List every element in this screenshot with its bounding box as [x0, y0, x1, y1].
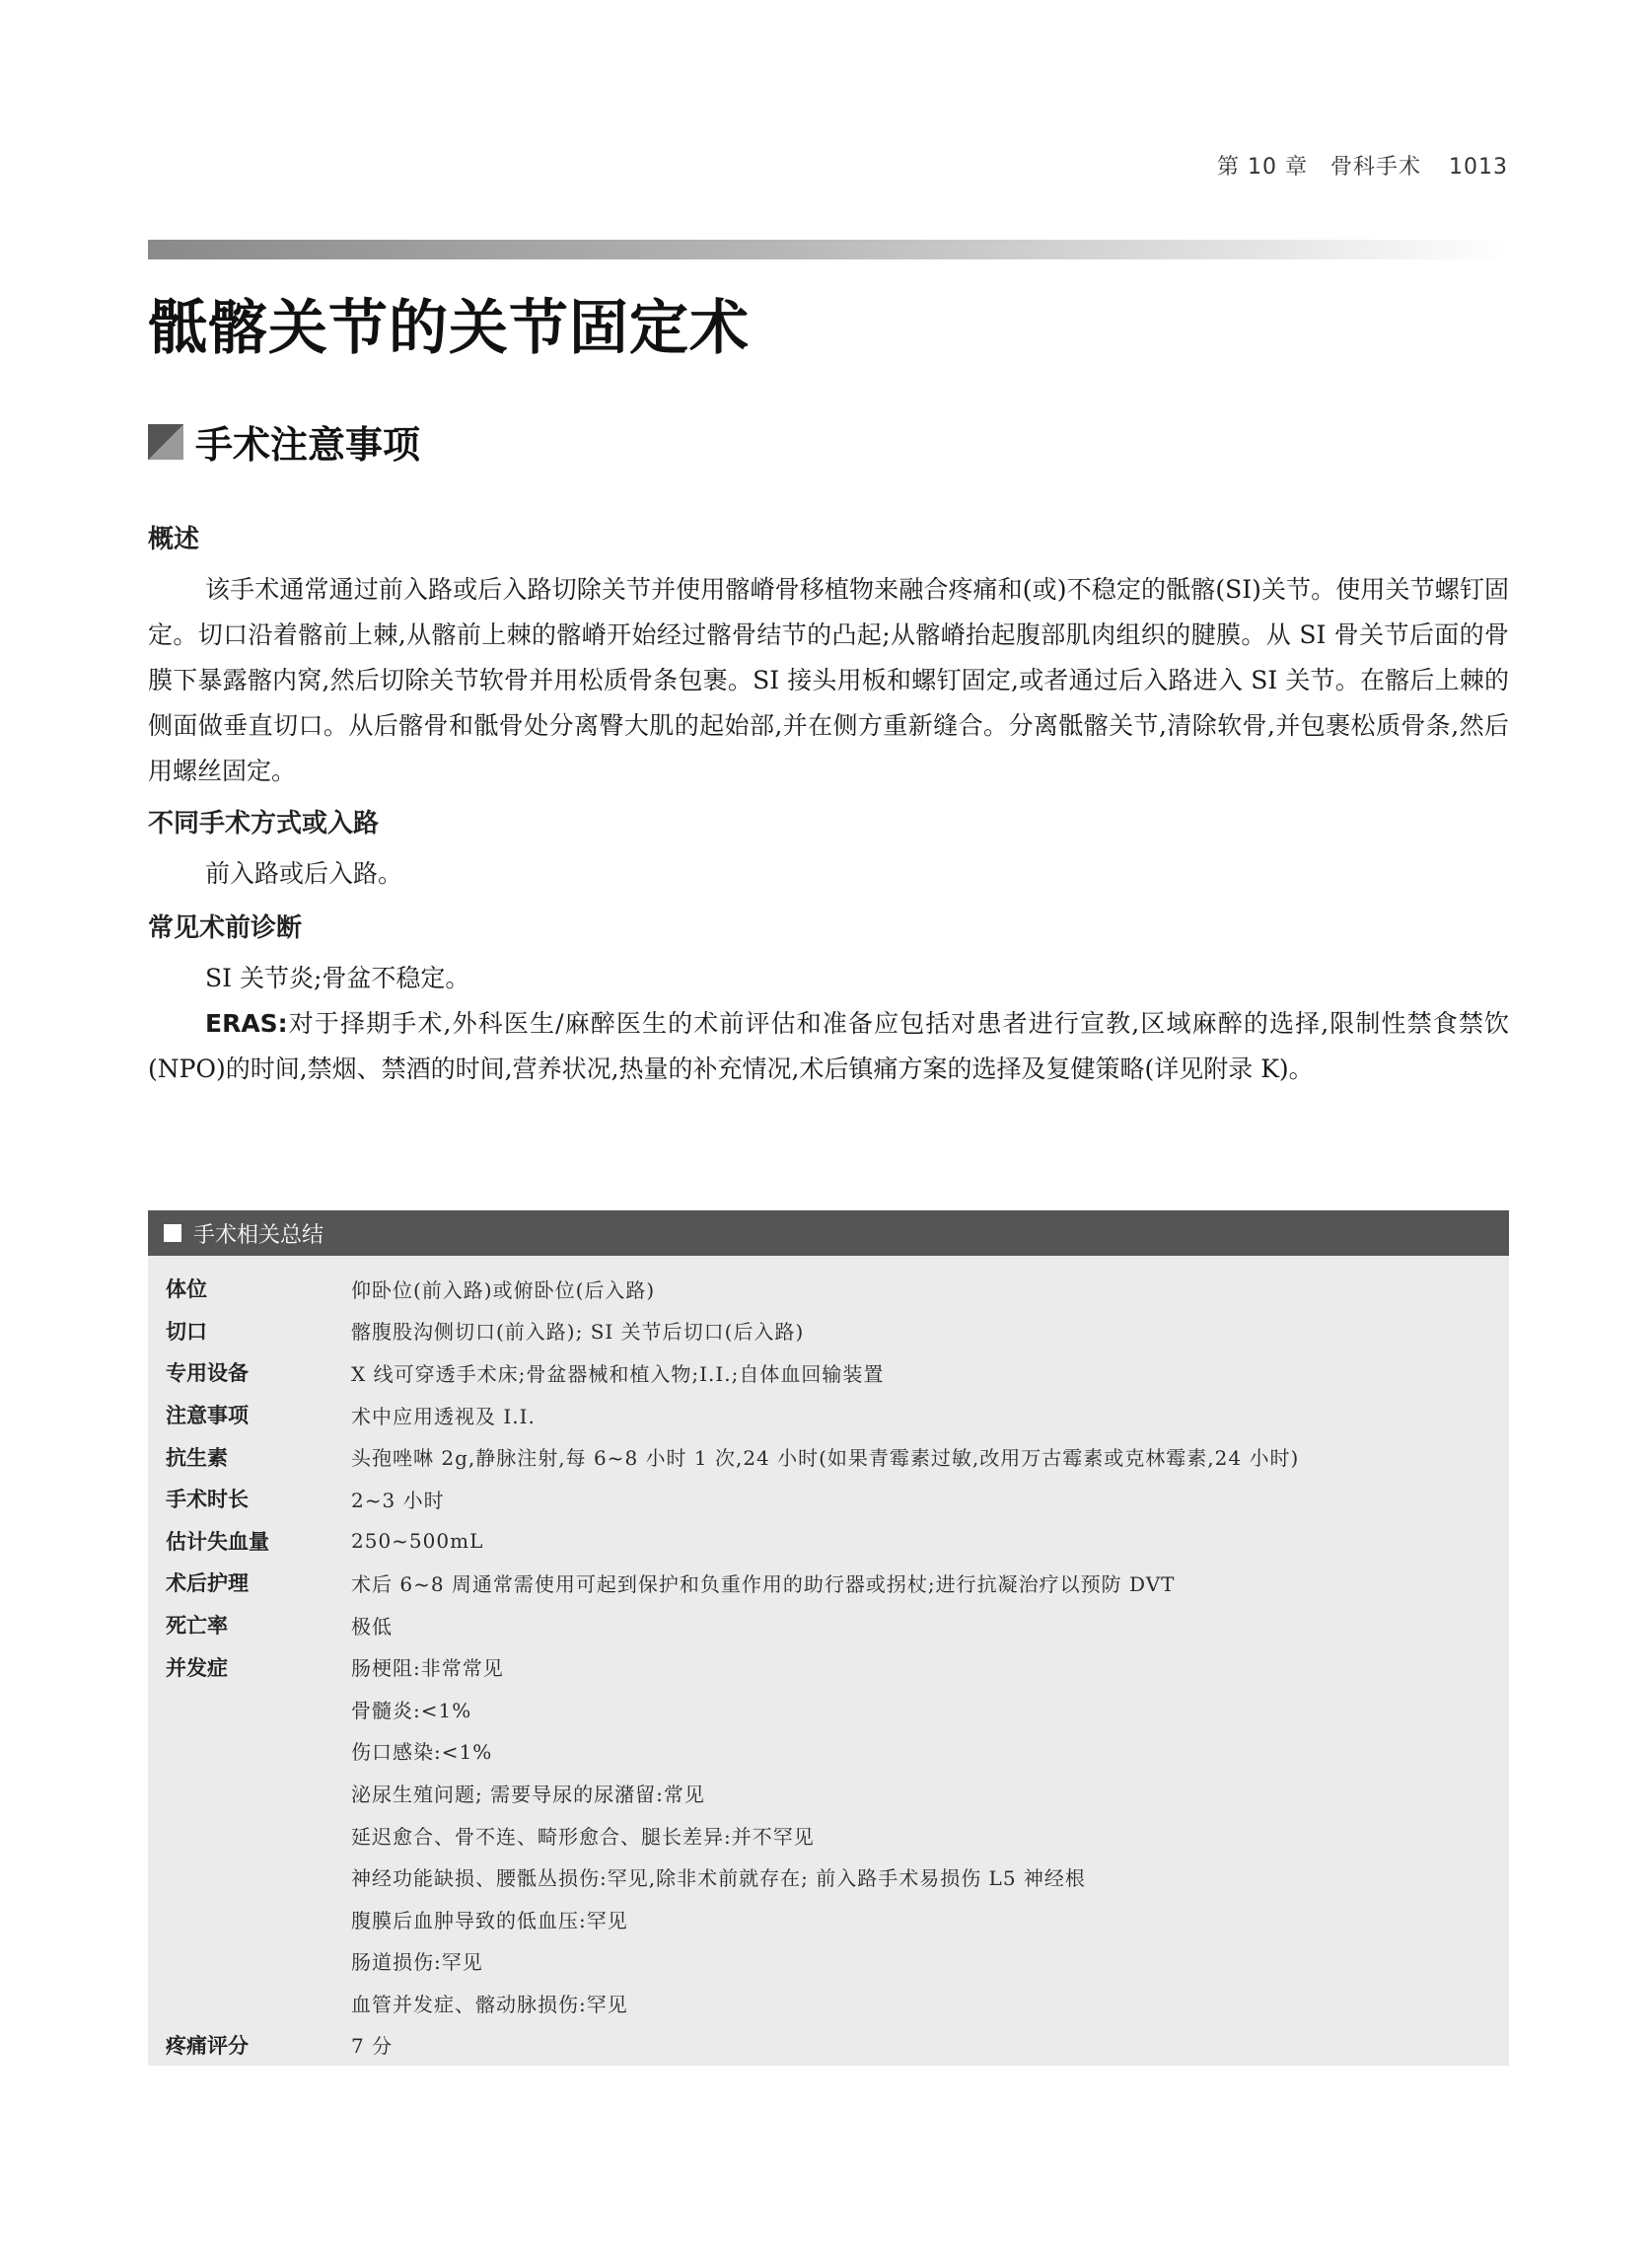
summary-row-value: 髂腹股沟侧切口(前入路); SI 关节后切口(后入路)	[351, 1320, 805, 1345]
summary-row-value: 仰卧位(前入路)或俯卧位(后入路)	[351, 1277, 656, 1302]
summary-row	[148, 1562, 1509, 1604]
complication-item: 伤口感染:<1%	[351, 1740, 493, 1765]
body-text	[148, 518, 1509, 1100]
diagnosis-paragraph: SI 关节炎;骨盆不稳定。	[205, 964, 470, 992]
section-square-icon	[148, 424, 183, 460]
complication-row	[148, 1898, 1509, 1940]
summary-row-label: 体位	[166, 1277, 207, 1302]
complication-row	[148, 1940, 1509, 1983]
summary-row-value: 2~3 小时	[351, 1488, 445, 1512]
summary-box	[148, 1210, 1509, 2066]
page-title: 骶髂关节的关节固定术	[148, 294, 750, 363]
complication-row	[148, 1772, 1509, 1814]
title-gradient-bar	[148, 240, 1509, 259]
pain-score-row	[148, 2024, 1509, 2067]
eras-paragraph	[148, 1001, 1509, 1092]
eras-text: 对于择期手术,外科医生/麻醉医生的术前评估和准备应包括对患者进行宣教,区域麻醉的选择,限制性禁食禁饮(NPO)的时间,禁烟、禁酒的时间,营养状况,热量的补充情况,术后镇痛方案的选择及复健策略(详见附录 K)。	[148, 1009, 1509, 1083]
overview-paragraph: 该手术通常通过前入路或后入路切除关节并使用髂嵴骨移植物来融合疼痛和(或)不稳定的骶髂(SI)关节。使用关节螺钉固定。切口沿着髂前上棘,从髂前上棘的髂嵴开始经过髂骨结节的凸起;从髂嵴抬起腹部肌肉组织的腱膜。从 SI 骨关节后面的骨膜下暴露髂内窝,然后切除关节软骨并用松质骨条包裹。SI 接头用板和螺钉固定,或者通过后入路进入 SI 关节。在髂后上棘的侧面做垂直切口。从后髂骨和骶骨处分离臀大肌的起始部,并在侧方重新缝合。分离骶髂关节,清除软骨,并包裹松质骨条,然后用螺丝固定。	[148, 575, 1509, 785]
overview-heading: 概述	[148, 525, 200, 554]
summary-row-label: 抗生素	[166, 1445, 228, 1470]
complications-label: 并发症	[166, 1655, 228, 1680]
summary-row-value: 术后 6~8 周通常需使用可起到保护和负重作用的助行器或拐杖;进行抗凝治疗以预防 DVT	[351, 1571, 1176, 1596]
section-title: 手术注意事项	[195, 423, 421, 467]
summary-row	[148, 1351, 1509, 1394]
summary-row-label: 术后护理	[166, 1571, 249, 1596]
complication-row	[148, 1645, 1509, 1688]
summary-row	[148, 1268, 1509, 1310]
pain-score-label: 疼痛评分	[166, 2033, 249, 2058]
complication-item: 肠道损伤:罕见	[351, 1950, 483, 1975]
complication-row	[148, 1688, 1509, 1730]
eras-label: ERAS:	[205, 1009, 288, 1038]
summary-header-label: 手术相关总结	[193, 1222, 324, 1248]
summary-row	[148, 1478, 1509, 1520]
complication-item: 泌尿生殖问题; 需要导尿的尿潴留:常见	[351, 1782, 705, 1806]
complication-row	[148, 1982, 1509, 2024]
complication-item: 延迟愈合、骨不连、畸形愈合、腿长差异:并不罕见	[351, 1824, 815, 1849]
summary-row-label: 估计失血量	[166, 1529, 269, 1554]
diagnosis-heading: 常见术前诊断	[148, 913, 303, 943]
summary-row-label: 死亡率	[166, 1614, 228, 1639]
complication-row	[148, 1856, 1509, 1898]
pain-score-value: 7 分	[351, 2034, 394, 2059]
complication-row	[148, 1814, 1509, 1857]
summary-row	[148, 1394, 1509, 1436]
chapter-label: 第 10 章 骨科手术	[1217, 155, 1421, 180]
complication-item: 血管并发症、髂动脉损伤:罕见	[351, 1992, 628, 2016]
summary-row	[148, 1520, 1509, 1563]
complication-item: 神经功能缺损、腰骶丛损伤:罕见,除非术前就存在; 前入路手术易损伤 L5 神经根	[351, 1866, 1086, 1891]
summary-row-value: 头孢唑啉 2g,静脉注射,每 6~8 小时 1 次,24 小时(如果青霉素过敏,改用万古霉素或克林霉素,24 小时)	[351, 1446, 1300, 1471]
summary-row-value: 术中应用透视及 I.I.	[351, 1404, 536, 1428]
summary-row	[148, 1604, 1509, 1646]
summary-header	[148, 1210, 1509, 1256]
running-head	[1217, 150, 1508, 181]
complication-item: 腹膜后血肿导致的低血压:罕见	[351, 1908, 628, 1932]
summary-row-value: X 线可穿透手术床;骨盆器械和植入物;I.I.;自体血回输装置	[351, 1361, 885, 1386]
summary-row-label: 专用设备	[166, 1361, 249, 1386]
summary-rows	[148, 1256, 1509, 2066]
summary-row-label: 注意事项	[166, 1404, 249, 1428]
summary-row-value: 极低	[351, 1614, 393, 1639]
summary-row-label: 手术时长	[166, 1488, 249, 1512]
approaches-heading: 不同手术方式或入路	[148, 809, 380, 838]
header-square-icon	[164, 1224, 181, 1242]
page-number: 1013	[1449, 155, 1508, 180]
summary-row-label: 切口	[166, 1319, 207, 1344]
summary-row-value: 250~500mL	[351, 1528, 484, 1553]
summary-row	[148, 1310, 1509, 1352]
complication-item: 肠梗阻:非常常见	[351, 1656, 504, 1681]
section-heading	[148, 414, 420, 469]
summary-row	[148, 1435, 1509, 1478]
complication-row	[148, 1730, 1509, 1773]
approaches-paragraph: 前入路或后入路。	[205, 859, 403, 888]
complication-item: 骨髓炎:<1%	[351, 1698, 472, 1722]
